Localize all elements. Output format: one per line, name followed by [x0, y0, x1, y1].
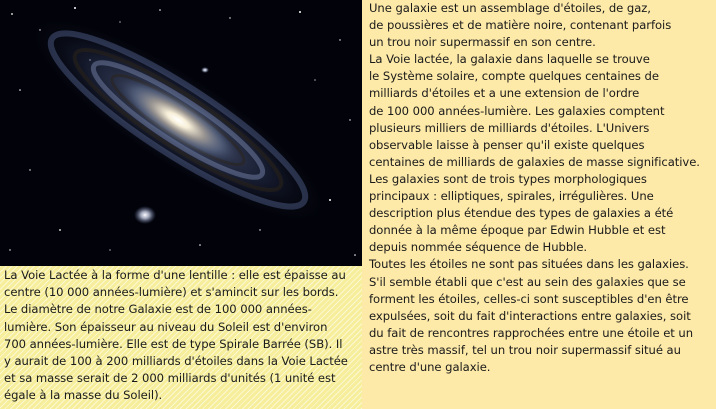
caption-line: et sa masse serait de 2 000 milliards d'unités (1 unité est [4, 371, 336, 386]
main-text-line: expulsées, soit du fait d'interactions entre galaxies, soit [369, 308, 691, 323]
main-text-line: centaines de milliards de galaxies de masse significative. [369, 154, 700, 169]
main-text-column [366, 0, 714, 409]
main-text-line: un trou noir supermassif en son centre. [369, 35, 596, 50]
milky-way-caption [0, 266, 362, 409]
main-text-line: plusieurs milliers de milliards d'étoiles. L'Univers [369, 120, 650, 135]
spiral-galaxy-image [0, 0, 362, 266]
main-text-line: centre d'une galaxie. [369, 359, 491, 374]
main-text-line: S'il semble établi que c'est au sein des galaxies que se [369, 274, 686, 289]
main-text-line: Une galaxie est un assemblage d'étoiles, de gaz, [369, 1, 651, 15]
main-text-line: La Voie lactée, la galaxie dans laquelle se trouve [369, 52, 650, 67]
main-text-line: astre très massif, tel un trou noir supermassif situé au [369, 342, 681, 357]
main-text-line: Les galaxies sont de trois types morphologiques [369, 171, 647, 186]
main-text-line: depuis nommée séquence de Hubble. [369, 240, 588, 255]
main-text-line: de poussières et de matière noire, contenant parfois [369, 18, 672, 33]
caption-line: lumière. Son épaisseur au niveau du Soleil est d'environ [4, 319, 328, 334]
caption-line: La Voie Lactée à la forme d'une lentille : elle est épaisse au [4, 268, 346, 282]
caption-line: 700 années-lumière. Elle est de type Spirale Barrée (SB). Il [4, 336, 343, 351]
main-text-line: principaux : elliptiques, spirales, irrégulières. Une [369, 189, 654, 204]
main-text-line: milliards d'étoiles et a une extension de l'ordre [369, 86, 640, 101]
caption-line: Le diamètre de notre Galaxie est de 100 000 années- [4, 302, 312, 317]
main-text-line: observable laisse à penser qu'il existe quelques [369, 137, 645, 152]
main-text-line: le Système solaire, compte quelques centaines de [369, 69, 659, 84]
galaxy-photo [0, 0, 362, 266]
main-text-line: de 100 000 années-lumière. Les galaxies comptent [369, 103, 665, 118]
caption-line: y aurait de 100 à 200 milliards d'étoiles dans la Voie Lactée [4, 354, 348, 369]
main-text-line: description plus étendue des types de galaxies a été [369, 206, 674, 221]
main-text-line: donnée à la même époque par Edwin Hubble et est [369, 223, 666, 238]
main-text-line: forment les étoiles, celles-ci sont susceptibles d'en être [369, 291, 689, 306]
caption-line: égale à la masse du Soleil). [4, 388, 163, 403]
main-text-line: du fait de rencontres rapprochées entre une étoile et un [369, 325, 694, 340]
main-text-line: Toutes les étoiles ne sont pas situées dans les galaxies. [369, 257, 689, 272]
caption-line: centre (10 000 années-lumière) et s'amincit sur les bords. [4, 285, 339, 300]
